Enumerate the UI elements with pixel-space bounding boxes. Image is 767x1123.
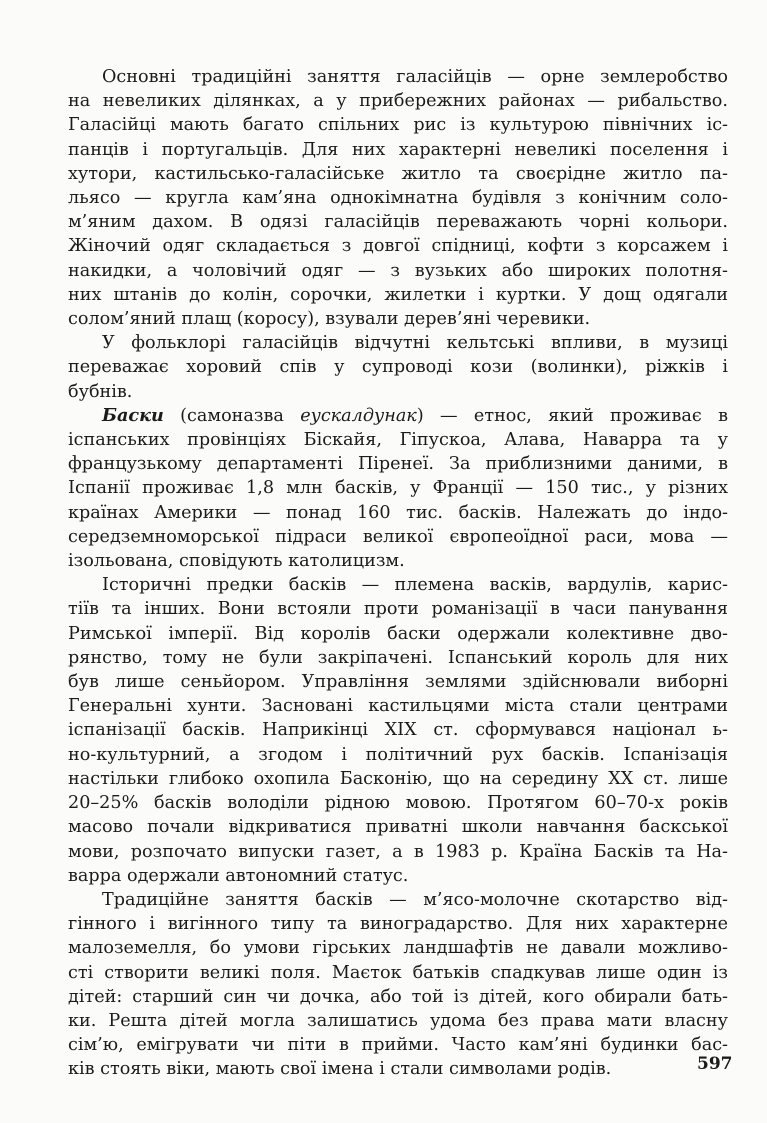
- text-line: м’яним дахом. В одязі галасійців переважають чорні кольори.: [68, 212, 728, 233]
- text-fragment: ) — етнос, який проживає в: [416, 405, 729, 426]
- text-line: тіїв та інших. Вони встояли проти романізації в часи панування: [68, 599, 728, 620]
- text-line: іспанізації басків. Наприкінці XIX ст. сформувався націонал ь-: [68, 720, 728, 741]
- text-line: Іспанії проживає 1,8 млн басків, у Франції — 150 тис., у різних: [68, 478, 728, 499]
- text-line: У фольклорі галасійців відчутні кельтські впливи, в музиці: [102, 333, 728, 354]
- text-fragment: (самоназва: [163, 405, 301, 426]
- text-line: дітей: старший син чи дочка, або той із дітей, кого обирали бать-: [68, 986, 728, 1007]
- text-line: солом’яний плащ (коросу), взували дерев’яні черевики.: [68, 309, 591, 330]
- text-line: іспанських провінціях Біскайя, Гіпускоа, Алава, Наварра та у: [68, 430, 728, 451]
- text-line: ки. Решта дітей могла залишатись удома без права мати власну: [68, 1010, 728, 1031]
- text-line: рянство, тому не були закріпачені. Іспанський король для них: [68, 647, 728, 668]
- text-line: Жіночий одяг складається з довгої спідниці, кофти з корсажем і: [68, 236, 728, 257]
- text-line: панців і португальців. Для них характерні невеликі поселення і: [68, 139, 728, 160]
- page-number: 597: [697, 1054, 733, 1074]
- text-line-with-term: [68, 404, 728, 428]
- text-line: бубнів.: [68, 381, 133, 402]
- paragraph-basques-definition: [68, 404, 728, 573]
- text-line: Генеральні хунти. Засновані кастильцями міста стали центрами: [68, 696, 728, 717]
- text-line: но-культурний, а згодом і політичний рух басків. Іспанізація: [68, 744, 728, 765]
- text-line: ків стоять віки, мають свої імена і стали символами родів.: [68, 1059, 612, 1080]
- text-line: ізольована, сповідують католицизм.: [68, 551, 405, 572]
- paragraph-basques-occupations: [68, 888, 728, 1082]
- text-line: 20–25% басків володіли рідною мовою. Протягом 60–70-х років: [68, 793, 728, 814]
- text-line: переважає хоровий спів у супроводі кози (волинки), ріжків і: [68, 357, 728, 378]
- text-line: льясо — кругла кам’яна однокімнатна будівля з конічним соло-: [68, 188, 728, 209]
- text-line: накидки, а чоловічий одяг — з вузьких або широких полотня-: [68, 260, 728, 281]
- text-line: середземноморської підраси великої європеоїдної раси, мова —: [68, 526, 728, 547]
- text-line: гінного і вигінного типу та виноградарство. Для них характерне: [68, 914, 728, 935]
- text-line: французькому департаменті Піренеї. За приблизними даними, в: [68, 454, 728, 475]
- text-line: Традиційне заняття басків — м’ясо-молочне скотарство від-: [102, 889, 728, 910]
- term-basques: Баски: [102, 404, 164, 426]
- paragraph-basques-history: [68, 573, 728, 888]
- text-line: Римської імперії. Від королів баски одержали колективне дво-: [68, 623, 728, 644]
- text-line: був лише сеньйором. Управління землями здійснювали виборні: [68, 672, 728, 693]
- text-line: них штанів до колін, сорочки, жилетки і куртки. У дощ одягали: [68, 284, 728, 305]
- text-line: сім’ю, емігрувати чи піти в прийми. Часто кам’яні будинки бас-: [68, 1035, 728, 1056]
- text-line: мови, розпочато випуски газет, а в 1983 р. Країна Басків та На-: [68, 841, 728, 862]
- text-line: хутори, кастильсько-галасійське житло та своєрідне житло па-: [68, 163, 728, 184]
- text-line: настільки глибоко охопила Басконію, що на середину XX ст. лише: [68, 768, 728, 789]
- paragraph-galicians-folklore: [68, 331, 728, 404]
- text-line: на невеликих ділянках, а у прибережних районах — рибальство.: [68, 91, 728, 112]
- body-text: [68, 65, 728, 1082]
- paragraph-galicians-occupations: [68, 65, 728, 331]
- text-line: Історичні предки басків — племена васків, вардулів, карис-: [102, 575, 728, 596]
- text-line: країнах Америки — понад 160 тис. басків. Належать до індо-: [68, 502, 728, 523]
- text-line: Основні традиційні заняття галасійців — орне землеробство: [102, 67, 728, 87]
- self-name-italic: еускалдунак: [300, 405, 417, 426]
- text-line: Галасійці мають багато спільних рис із культурою північних іс-: [68, 115, 728, 136]
- text-line: сті створити великі поля. Маєток батьків спадкував лише один із: [68, 962, 728, 983]
- text-line: варра одержали автономний статус.: [68, 865, 409, 886]
- text-line: малоземелля, бо умови гірських ландшафтів не давали можливо-: [68, 938, 728, 959]
- text-line: масово почали відкриватися приватні школи навчання баскської: [68, 817, 728, 838]
